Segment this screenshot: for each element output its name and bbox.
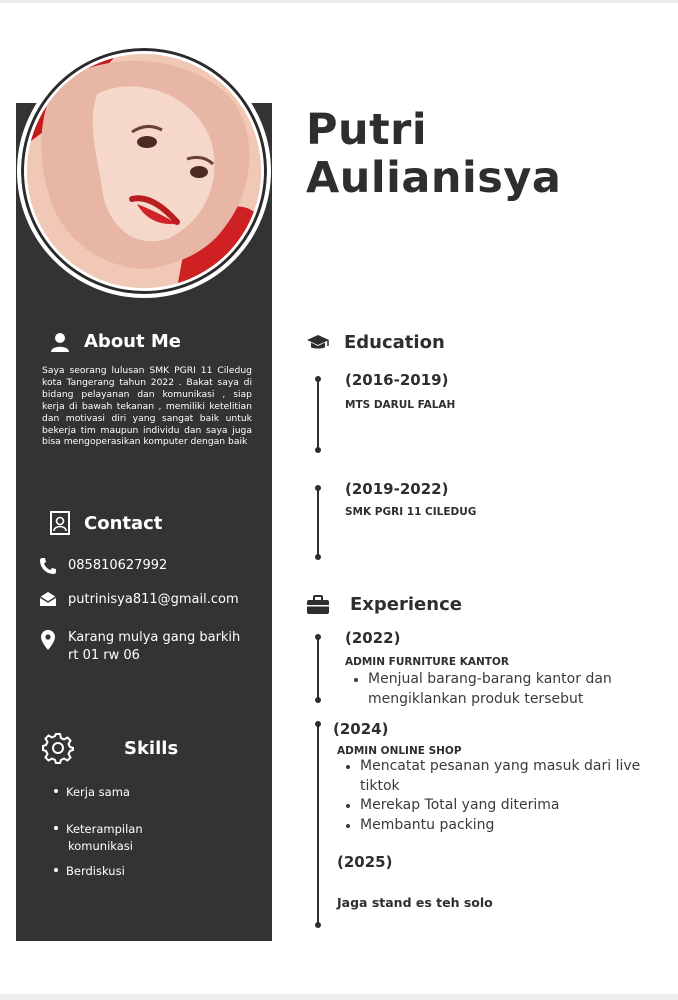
experience-role: Jaga stand es teh solo (337, 895, 493, 910)
gear-icon (42, 732, 74, 764)
briefcase-icon (306, 595, 330, 615)
phone-number: 085810627992 (68, 558, 168, 573)
experience-year: (2024) (333, 720, 389, 738)
education-heading (306, 332, 445, 353)
timeline-dot (315, 697, 321, 703)
portrait-illustration (27, 54, 261, 288)
experience-heading-label: Experience (350, 594, 462, 615)
contact-card-icon (50, 511, 70, 535)
experience-heading (306, 594, 462, 615)
profile-photo (27, 54, 261, 288)
experience-tasks (354, 670, 612, 709)
experience-role: ADMIN FURNITURE KANTOR (345, 656, 509, 668)
task-item: Mencatat pesanan yang masuk dari live (346, 757, 640, 777)
last-name: Aulianisya (306, 153, 562, 203)
address-line-1: Karang mulya gang barkih (68, 630, 241, 645)
experience-year: (2022) (345, 629, 401, 647)
skill-item: Kerja sama (54, 785, 130, 800)
skill-item: Keterampilan (54, 822, 143, 837)
graduation-cap-icon (306, 333, 330, 353)
envelope-icon (38, 591, 58, 607)
address-line-2: rt 01 rw 06 (68, 648, 140, 663)
about-text: Saya seorang lulusan SMK PGRI 11 Ciledug kota Tangerang tahun 2022 . Bakat saya di bidang pelayanan dan komunikasi , siap kerja di bawah tekanan , memiliki ketelitian dan motivasi diri yang sangat baik untuk bekerja tim maupun individu dan saya juga bisa mengoperasikan komputer dengan baik (42, 365, 252, 448)
phone-icon (38, 557, 58, 575)
task-item: Menjual barang-barang kantor dan (354, 670, 612, 690)
skills-heading (42, 732, 178, 764)
skill-item: Berdiskusi (54, 864, 125, 879)
email-address: putrinisya811@gmail.com (68, 592, 239, 607)
contact-address (38, 629, 240, 665)
full-name (306, 106, 561, 202)
timeline-line (317, 636, 319, 700)
task-item-continuation: tiktok (360, 777, 400, 794)
skills-heading-label: Skills (124, 737, 179, 759)
profile-photo-frame (17, 44, 271, 298)
task-item: Membantu packing (346, 816, 640, 836)
education-school: SMK PGRI 11 CILEDUG (345, 506, 477, 518)
about-heading (50, 331, 181, 352)
bottom-border (0, 994, 678, 1000)
location-pin-icon (38, 629, 58, 651)
experience-role: ADMIN ONLINE SHOP (337, 745, 462, 757)
user-icon (50, 332, 70, 352)
education-school: MTS DARUL FALAH (345, 399, 456, 411)
timeline-dot (315, 554, 321, 560)
contact-heading-label: Contact (84, 512, 163, 534)
timeline-line (317, 723, 319, 925)
about-heading-label: About Me (84, 331, 181, 352)
experience-year: (2025) (337, 853, 393, 871)
experience-tasks (346, 757, 640, 835)
timeline-line (317, 487, 319, 557)
education-heading-label: Education (344, 332, 445, 353)
education-years: (2019-2022) (345, 480, 449, 498)
task-item-continuation: mengiklankan produk tersebut (368, 690, 584, 707)
top-border (0, 0, 678, 3)
contact-heading (50, 511, 162, 535)
first-name: Putri (306, 105, 428, 155)
education-years: (2016-2019) (345, 371, 449, 389)
timeline-dot (315, 447, 321, 453)
skill-item-continuation: komunikasi (68, 839, 133, 853)
contact-phone[interactable] (38, 557, 167, 575)
timeline-line (317, 378, 319, 450)
task-item: Merekap Total yang diterima (346, 796, 640, 816)
timeline-dot (315, 922, 321, 928)
contact-email[interactable] (38, 591, 239, 609)
